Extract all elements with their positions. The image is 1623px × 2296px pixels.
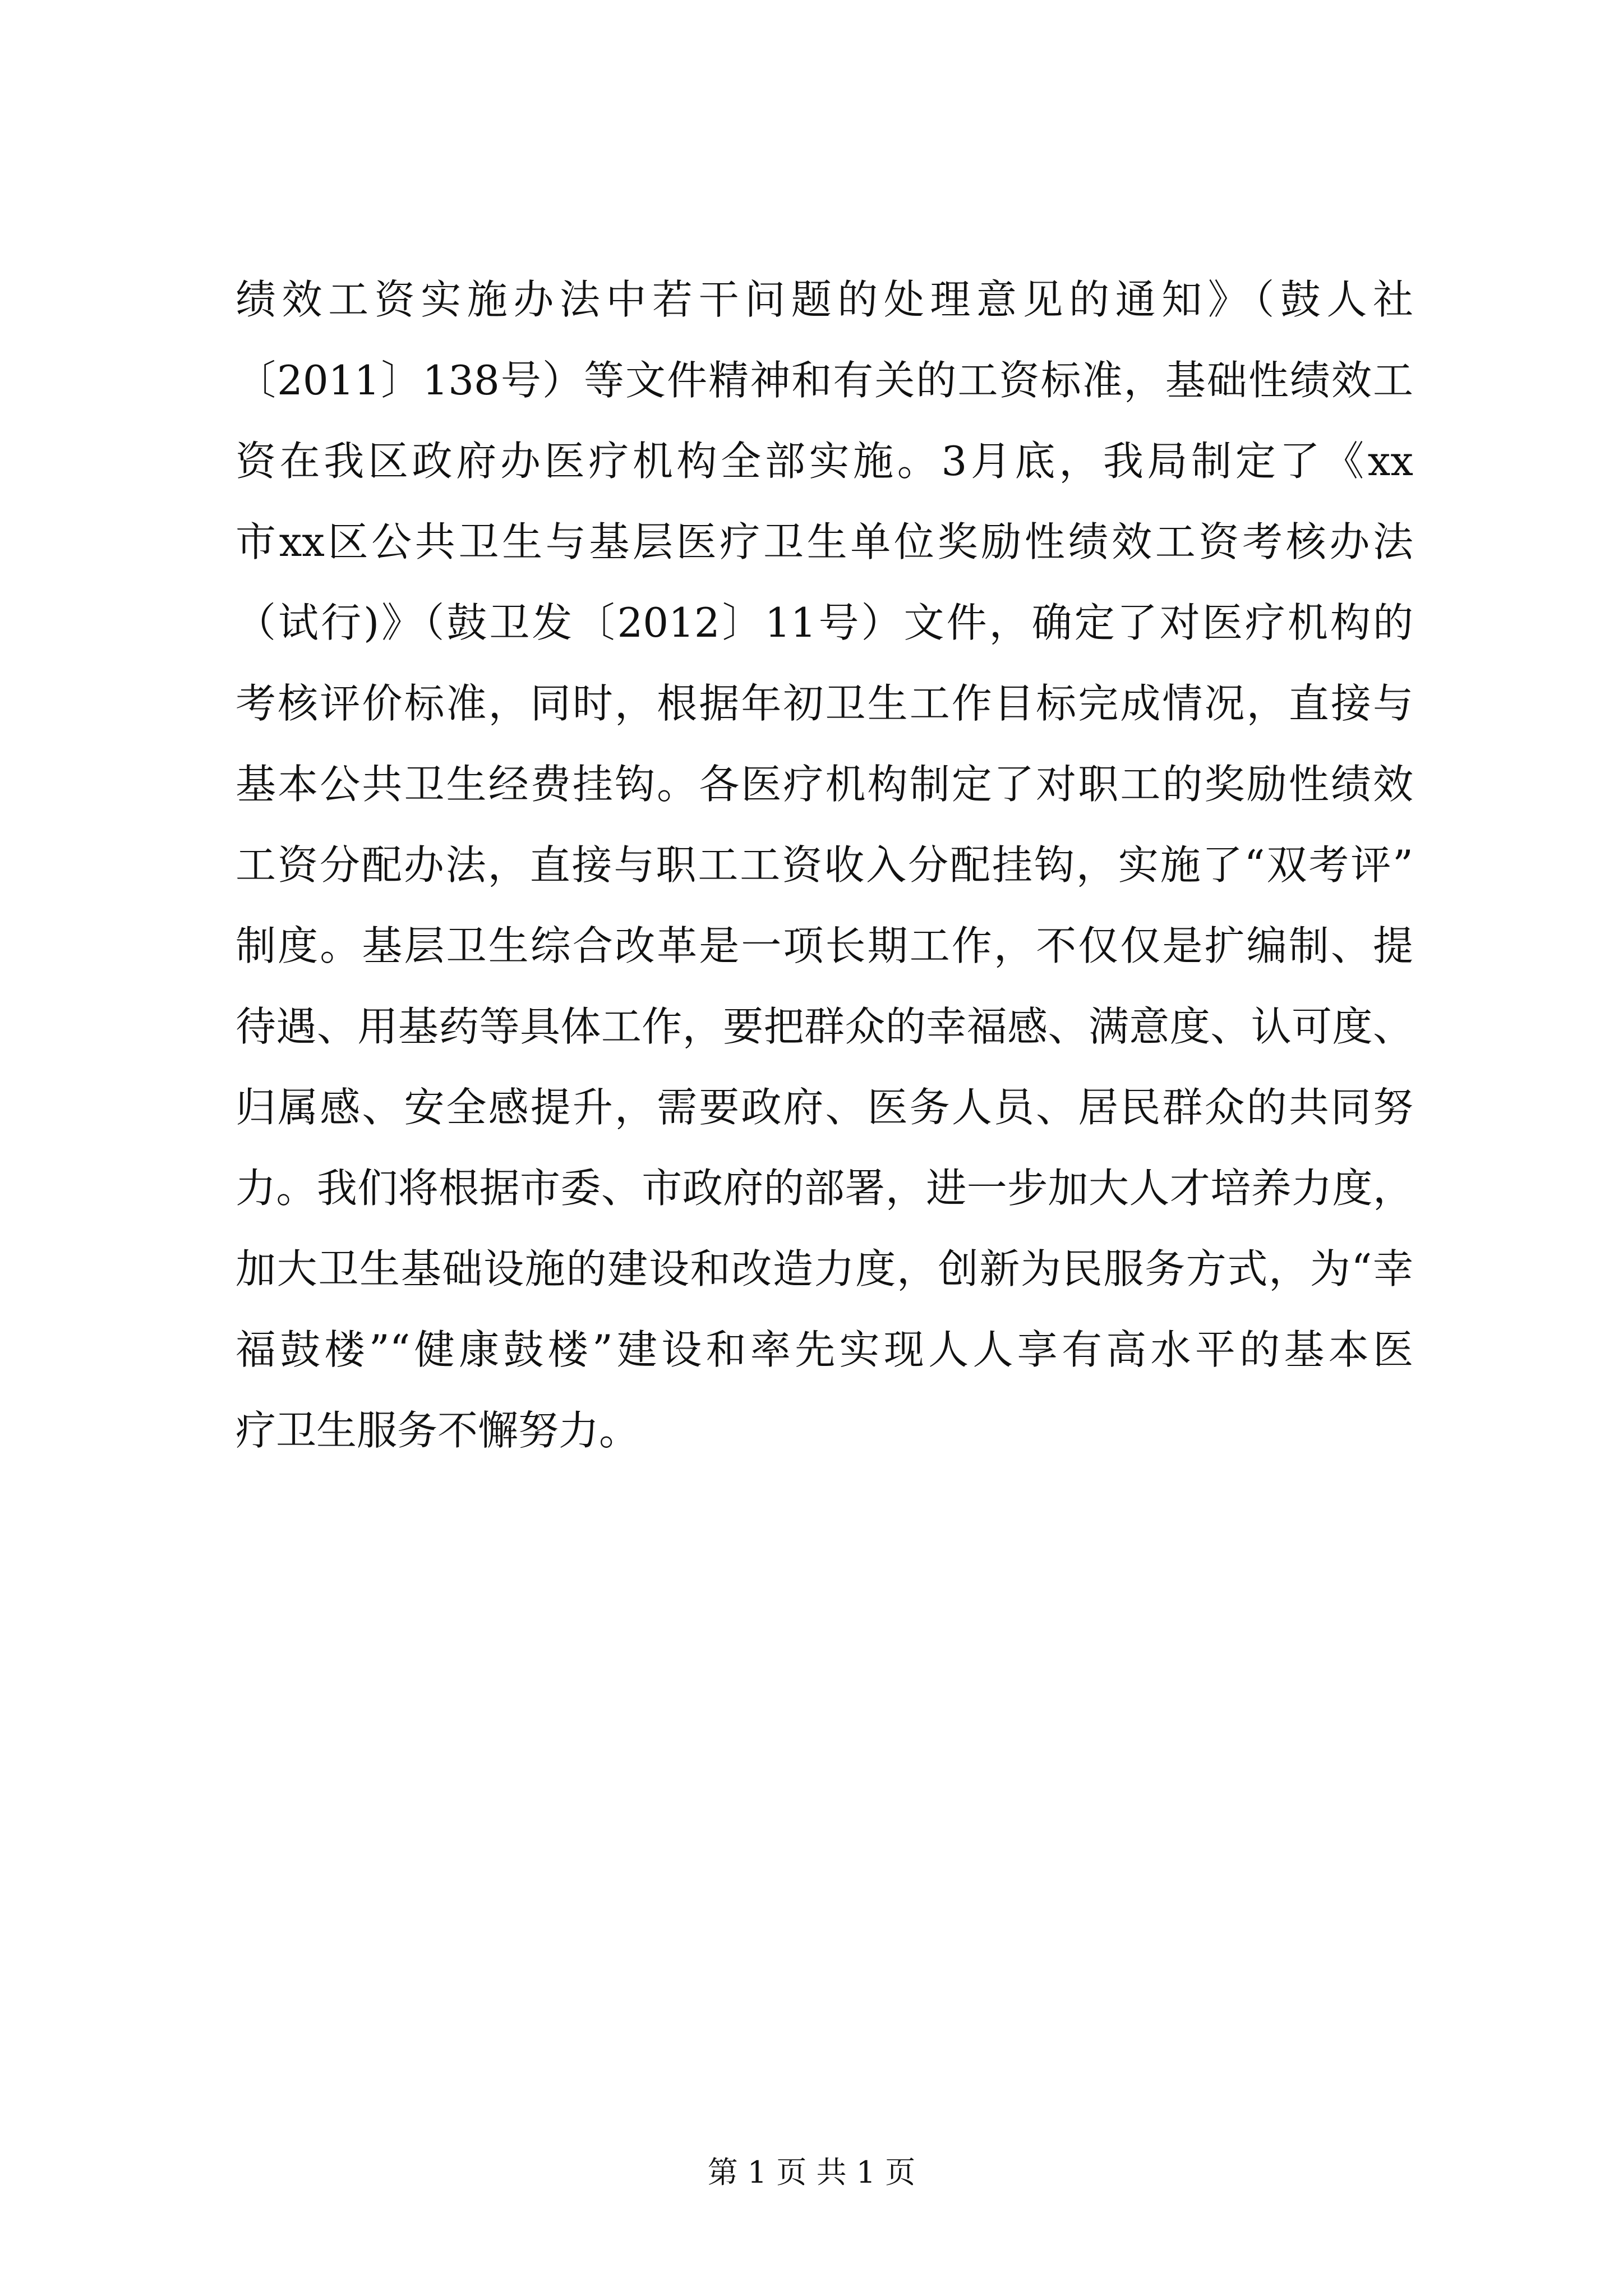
body-paragraph [236, 259, 1413, 1471]
page-number-footer: 第 1 页 共 1 页 [707, 2155, 916, 2190]
paragraph-line: 市xx区公共卫生与基层医疗卫生单位奖励性绩效工资考核办法 [236, 518, 1413, 565]
paragraph-line: （试行)》（鼓卫发〔2012〕11号）文件，确定了对医疗机构的 [236, 599, 1413, 646]
paragraph-line: 力。我们将根据市委、市政府的部署，进一步加大人才培养力度， [236, 1165, 1413, 1212]
paragraph-line: 考核评价标准，同时，根据年初卫生工作目标完成情况，直接与 [236, 680, 1413, 727]
paragraph-line: 工资分配办法，直接与职工工资收入分配挂钩，实施了“双考评” [236, 841, 1413, 889]
paragraph-line: 绩效工资实施办法中若干问题的处理意见的通知》（鼓人社 [236, 276, 1413, 323]
paragraph-line: 基本公共卫生经费挂钩。各医疗机构制定了对职工的奖励性绩效 [236, 761, 1413, 808]
paragraph-line: 归属感、安全感提升，需要政府、医务人员、居民群众的共同努 [236, 1084, 1413, 1131]
paragraph-line: 制度。基层卫生综合改革是一项长期工作，不仅仅是扩编制、提 [236, 922, 1413, 969]
paragraph-line: 〔2011〕138号）等文件精神和有关的工资标准，基础性绩效工 [236, 357, 1413, 404]
paragraph-line: 疗卫生服务不懈努力。 [236, 1407, 640, 1454]
paragraph-line: 福鼓楼”“健康鼓楼”建设和率先实现人人享有高水平的基本医 [236, 1326, 1413, 1373]
paragraph-line: 加大卫生基础设施的建设和改造力度，创新为民服务方式，为“幸 [236, 1245, 1413, 1292]
paragraph-line: 资在我区政府办医疗机构全部实施。3月底，我局制定了《xx [236, 438, 1413, 485]
paragraph-line: 待遇、用基药等具体工作，要把群众的幸福感、满意度、认可度、 [236, 1003, 1413, 1050]
